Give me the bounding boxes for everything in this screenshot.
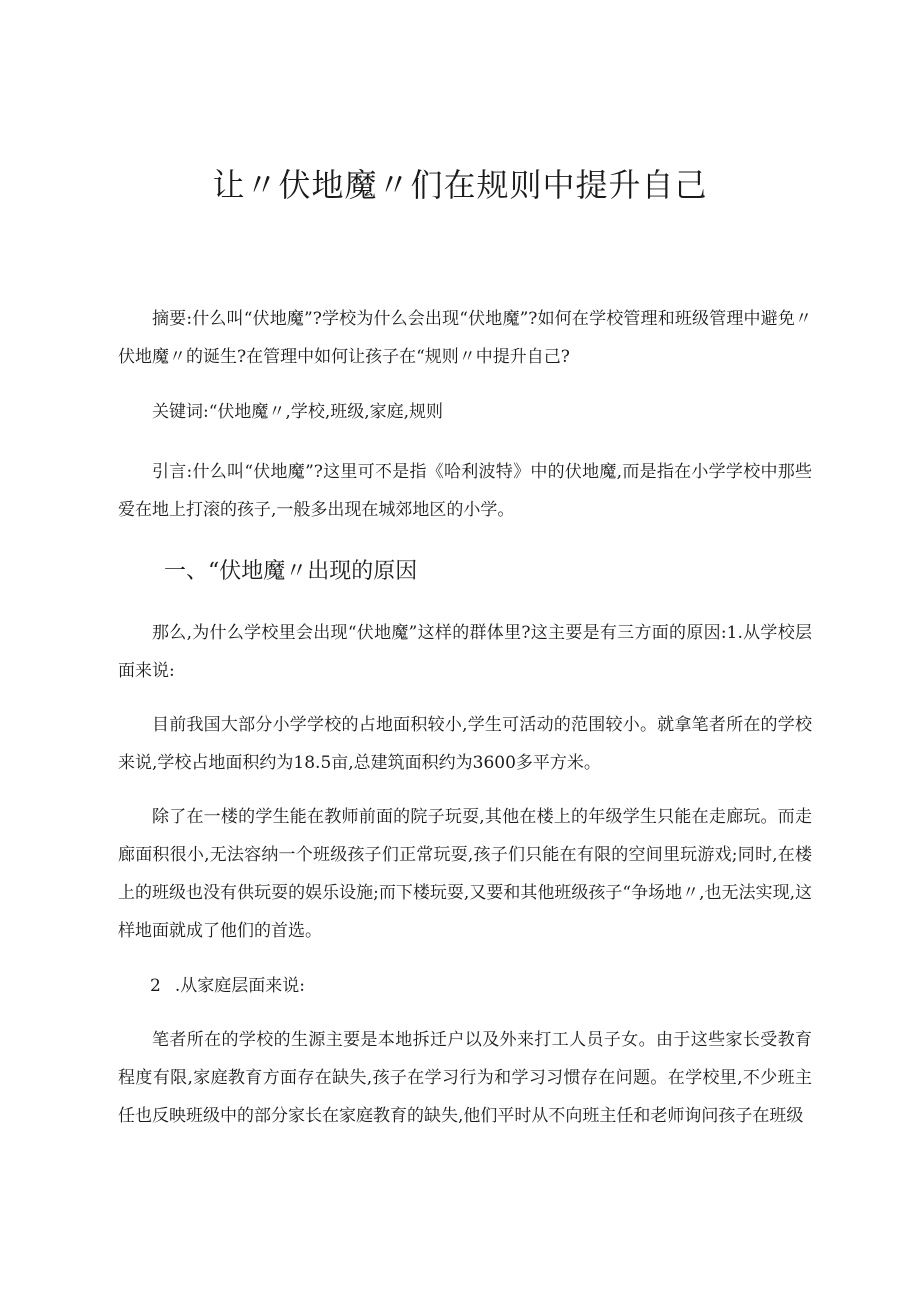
body-paragraph-1: 那么,为什么学校里会出现“伏地魔”这样的群体里?这主要是有三方面的原因:1.从学校层面来说:	[118, 623, 812, 681]
section-heading-1: 一、“伏地魔〃出现的原因	[164, 559, 418, 584]
subsection-heading-2	[150, 967, 305, 1005]
document-title: 让〃伏地魔〃们在规则中提升自己	[212, 166, 708, 204]
subsection-text: .从家庭层面来说:	[174, 976, 305, 996]
body-paragraph-3: 除了在一楼的学生能在教师前面的院子玩耍,其他在楼上的年级学生只能在走廊玩。而走廊面积很小,无法容纳一个班级孩子们正常玩耍,孩子们只能在有限的空间里玩游戏;同时,在楼上的班级也没有供玩耍的娱乐设施;而下楼玩耍,又要和其他班级孩子“争场地〃,也无法实现,这样地面就成了他们的首选。	[118, 807, 812, 941]
intro-paragraph: 引言:什么叫“伏地魔”?这里可不是指《哈利波特》中的伏地魔,而是指在小学学校中那些爱在地上打滚的孩子,一般多出现在城郊地区的小学。	[118, 462, 812, 520]
abstract-paragraph: 摘要:什么叫“伏地魔”?学校为什么会出现“伏地魔”?如何在学校管理和班级管理中避免〃伏地魔〃的诞生?在管理中如何让孩子在“规则〃中提升自己?	[118, 309, 812, 367]
body-paragraph-4: 笔者所在的学校的生源主要是本地拆迁户以及外来打工人员子女。由于这些家长受教育程度有限,家庭教育方面存在缺失,孩子在学习行为和学习习惯存在问题。在学校里,不少班主任也反映班级中的部分家长在家庭教育的缺失,他们平时从不向班主任和老师询问孩子在班级	[118, 1030, 812, 1126]
body-paragraph-2: 目前我国大部分小学学校的占地面积较小,学生可活动的范围较小。就拿笔者所在的学校来说,学校占地面积约为18.5亩,总建筑面积约为3600多平方米。	[118, 715, 812, 773]
subsection-number: 2	[150, 976, 161, 996]
keywords-paragraph: 关键词:“伏地魔〃,学校,班级,家庭,规则	[152, 402, 444, 422]
